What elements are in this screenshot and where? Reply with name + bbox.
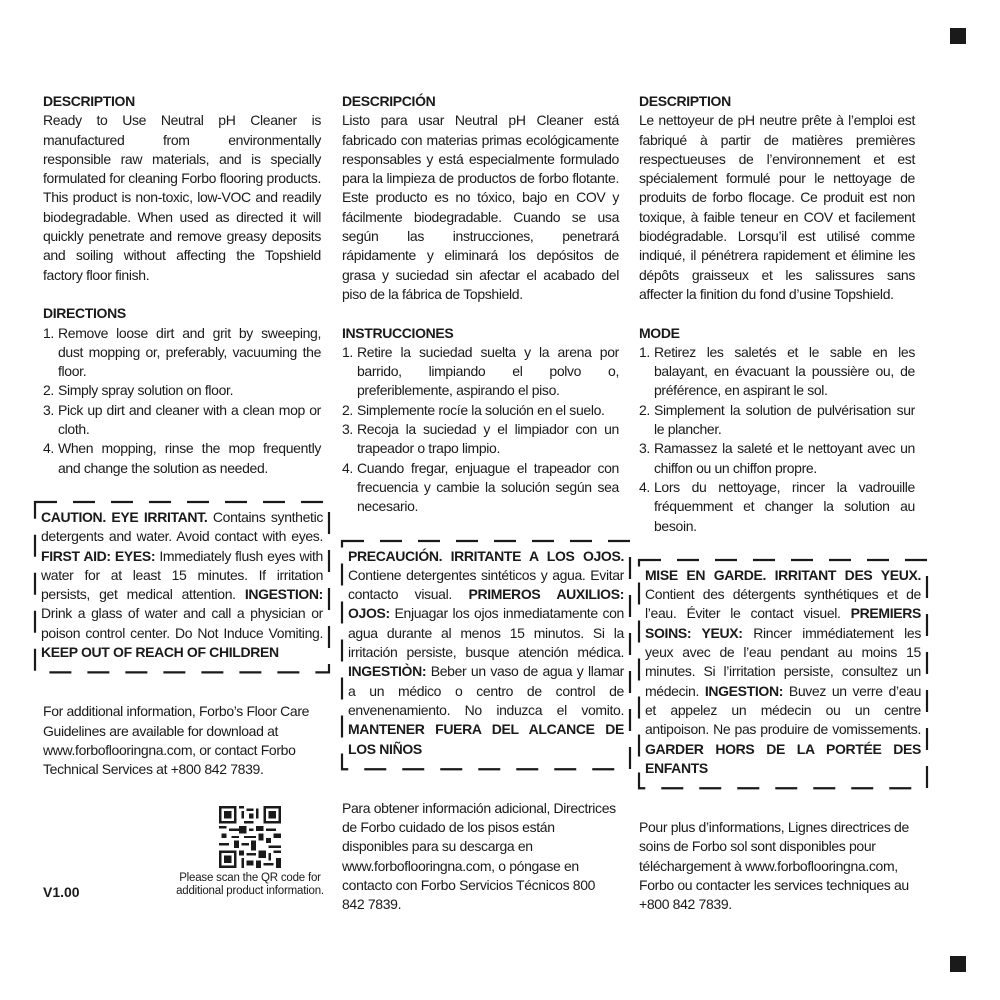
qr-code-icon[interactable] (219, 806, 281, 868)
directions-list (43, 324, 321, 478)
description-heading: DESCRIPTION (639, 93, 731, 109)
list-item: 3. Recoja la suciedad y el limpiador con un trapeador o trapo limpio. (342, 421, 619, 457)
directions-heading: INSTRUCCIONES (342, 324, 454, 341)
caution-box (342, 541, 630, 769)
qr-block (170, 806, 330, 898)
description-text: Le nettoyeur de pH neutre prête à l’emploi est fabriqué à partir de matières premières respectueuses de l’environnement et est spécialement formulé pour le nettoyage de produits de forbo flocage. Ce produit est non toxique, à faible teneur en COV et facilement biodégradable. Lorsqu’il est utilisé comme indiqué, il pénétrera rapidement et élimine les dépôts graisseux et les salissures sans affecter la finition du fond d’usine Topshield. (639, 112, 915, 302)
list-item: 1. Retire la suciedad suelta y la arena por barrido, limpiando el polvo o, preferiblemente, aspirando el piso. (342, 343, 619, 399)
caution-text: PRECAUCIÓN. IRRITANTE A LOS OJOS. Contiene detergentes sintéticos y agua. Evitar contacto visual. PRIMEROS AUXILIOS: OJOS: Enjuagar los ojos inmediatamente con agua durante al menos 15 minutos. Si la irritación persiste, busque atención médica. INGESTIÒN: Beber un vaso de agua y llamar a un médico o centro de control de envenenamiento. No induzca el vomito. MANTENER FUERA DEL ALCANCE DE LOS NIÑOS (348, 547, 625, 757)
directions-heading: DIRECTIONS (43, 305, 126, 322)
registration-mark-bottom (950, 956, 966, 972)
column-french (639, 92, 922, 915)
version-label: V1.00 (43, 884, 80, 900)
list-item: 4. Cuando fregar, enjuague el trapeador con frecuencia y cambie la solución según sea necesario. (342, 459, 619, 515)
additional-info: Pour plus d’informations, Lignes directrices de soins de Forbo sol sont disponibles pour téléchargement à www.forboflooringna.com, Forbo ou contacter les services techniques au +800 842 7839. (639, 819, 909, 913)
list-item: 4. When mopping, rinse the mop frequently and change the solution as needed. (43, 440, 321, 476)
description-heading: DESCRIPCIÓN (342, 93, 436, 109)
column-spanish (342, 92, 625, 915)
description-heading: DESCRIPTION (43, 93, 135, 109)
caution-text: MISE EN GARDE. IRRITANT DES YEUX. Contient des détergents synthétiques et de l’eau. Éviter le contact visuel. PREMIERS SOINS: YEUX: Rincer immédiatement les yeux avec de l’eau pendant au moins 15 minutes. Si l’irritation persiste, consultez un médecin. INGESTION: Buvez un verre d’eau et appelez un médecin ou un centre antipoison. Ne pas produire de vomissements. GARDER HORS DE LA PORTÉE DES ENFANTS (645, 566, 922, 776)
list-item: 2. Simplement la solution de pulvérisation sur le plancher. (639, 401, 915, 438)
list-item: 3. Ramassez la saleté et le nettoyant avec un chiffon ou un chiffon propre. (639, 440, 915, 476)
list-item: 2. Simplemente rocíe la solución en el suelo. (342, 401, 605, 418)
registration-mark-top (950, 28, 966, 44)
additional-info: For additional information, Forbo’s Floor Care Guidelines are available for download at www.forboflooringna.com, or contact Forbo Technical Services at +800 842 7839. (43, 703, 310, 778)
caution-box (35, 502, 329, 672)
description-text: Ready to Use Neutral pH Cleaner is manufactured from environmentally responsible raw materials, and is specially formulated for cleaning Forbo flooring products. This product is non-toxic, low-VOC and readily biodegradable. When used as directed it will quickly penetrate and remove greasy deposits and soiling without affecting the Topshield factory floor finish. (43, 112, 321, 283)
directions-list (639, 343, 915, 536)
caution-text: CAUTION. EYE IRRITANT. Contains synthetic detergents and water. Avoid contact with eyes. FIRST AID: EYES: Immediately flush eyes with water for at least 15 minutes. If irritation persists, get medical attention. INGESTION: Drink a glass of water and call a physician or poison control center. Do Not Induce Vomiting. KEEP OUT OF REACH OF CHILDREN (41, 508, 323, 661)
list-item: 3. Pick up dirt and cleaner with a clean mop or cloth. (43, 401, 321, 438)
caution-box (639, 560, 927, 788)
list-item: 2. Simply spray solution on floor. (43, 382, 234, 399)
additional-info: Para obtener información adicional, Directrices de Forbo cuidado de los pisos están disponibles para su descarga en www.forboflooringna.com, o póngase en contacto con Forbo Servicios Técnicos 800 842 7839. (342, 799, 616, 913)
description-text: Listo para usar Neutral pH Cleaner está fabricado con materias primas ecológicamente responsables y está especialmente formulado para la limpieza de productos de forbo flotante. Este producto es no tóxico, bajo en COV y fácilmente biodegradable. Cuando se usa según las instrucciones, penetrará rápidamente y eliminará los depósitos de grasa y suciedad sin afectar el acabado del piso de la fábrica de Topshield. (342, 112, 619, 302)
list-item: 1. Remove loose dirt and grit by sweeping, dust mopping or, preferably, vacuuming the floor. (43, 324, 321, 380)
column-english (43, 92, 321, 780)
directions-list (342, 343, 619, 517)
directions-heading: MODE (639, 324, 680, 341)
qr-caption: Please scan the QR code for additional product information. (176, 872, 324, 897)
list-item: 1. Retirez les saletés et le sable en les balayant, en évacuant la poussière ou, de préférence, en aspirant le sol. (639, 343, 915, 399)
list-item: 4. Lors du nettoyage, rincer la vadrouille fréquemment et changer la solution au besoin. (639, 478, 915, 534)
